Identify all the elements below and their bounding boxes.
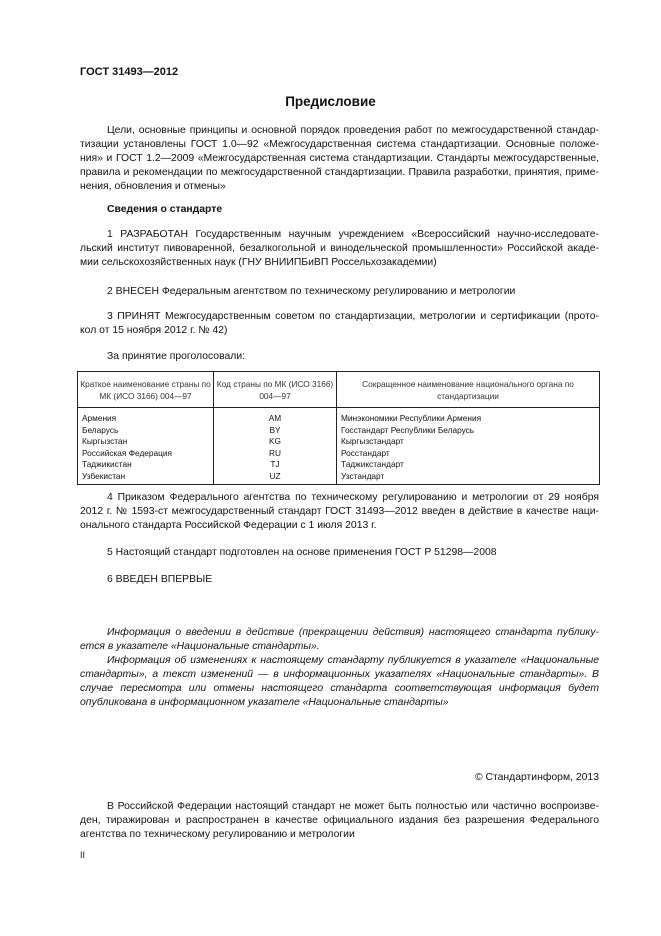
standards-body: Госстандарт Республики Беларусь (337, 425, 600, 437)
text-line: 6 ВВЕДЕН ВПЕРВЫЕ (107, 574, 213, 585)
text-line: опубликована в информационном указателе «Национальные стандарты» (80, 697, 449, 708)
country-name: Российская Федерация (78, 448, 214, 460)
item-5 (80, 546, 599, 560)
copyright: © Стандартинформ, 2013 (474, 772, 599, 783)
page-number: II (80, 850, 86, 860)
text-line: Информация о введении в действие (прекращении действия) настоящего стандарта публику- (107, 627, 599, 638)
section-heading: Сведения о стандарте (107, 204, 223, 215)
table-row (78, 459, 600, 471)
info-paragraph-1 (80, 626, 599, 654)
page-title: Предисловие (285, 94, 376, 109)
item-6 (80, 573, 599, 587)
standards-body: Росстандарт (337, 448, 600, 460)
country-name: Кыргызстан (78, 436, 214, 448)
text-line: агентства по техническому регулированию и метрологии (80, 829, 355, 840)
text-line: 2012 г. № 1593-ст межгосударственный стандарт ГОСТ 31493—2012 введен в действие в качестве наци- (80, 506, 599, 517)
country-code: RU (214, 448, 337, 460)
country-name: Таджикистан (78, 459, 214, 471)
table-row (78, 408, 600, 425)
standards-body: Минэкономики Республики Армения (337, 408, 600, 425)
country-name: Узбекистан (78, 471, 214, 485)
item-3 (80, 310, 599, 338)
text-line: За принятие проголосовали: (107, 351, 246, 362)
text-line: случае пересмотра или отмены настоящего стандарта соответствующая информация будет (80, 683, 599, 694)
text-line: 1 РАЗРАБОТАН Государственным научным учреждением «Всероссийский научно-исследовате- (107, 229, 599, 240)
standards-body: Узстандарт (337, 471, 600, 485)
voting-table (77, 371, 600, 485)
country-code: TJ (214, 459, 337, 471)
text-line: льский институт пивоваренной, безалкогольной и винодельческой промышленности» Российской акаде- (80, 243, 599, 254)
item-2 (80, 285, 599, 299)
copyright-notice (80, 800, 599, 842)
table-row (78, 448, 600, 460)
table-header: Краткое наименование страны по МК (ИСО 3166) 004—97 (78, 372, 214, 408)
text-line: ется в указателе «Национальные стандарты». (80, 641, 320, 652)
text-line: онального стандарта Российской Федерации с 1 июля 2013 г. (80, 520, 377, 531)
table-header: Сокращенное наименование национального органа по стандартизации (337, 372, 600, 408)
text-line: В Российской Федерации настоящий стандарт не может быть полностью или частично воспроизве- (107, 801, 599, 812)
document-header: ГОСТ 31493—2012 (80, 66, 179, 78)
text-line: ден, тиражирован и распространен в качестве официального издания без разрешения Федерального (80, 815, 599, 826)
table-row (78, 425, 600, 437)
table-header: Код страны по МК (ИСО 3166) 004—97 (214, 372, 337, 408)
country-name: Армения (78, 408, 214, 425)
country-code: AM (214, 408, 337, 425)
country-code: BY (214, 425, 337, 437)
text-line: нения, обновления и отмены» (80, 181, 226, 192)
item-1 (80, 228, 599, 270)
info-paragraph-2 (80, 654, 599, 710)
table-row (78, 471, 600, 485)
item-4 (80, 491, 599, 533)
voted-label (80, 350, 599, 364)
standards-body: Таджикстандарт (337, 459, 600, 471)
standards-body: Кыргызстандарт (337, 436, 600, 448)
text-line: 2 ВНЕСЕН Федеральным агентством по техническому регулированию и метрологии (107, 286, 516, 297)
country-name: Беларусь (78, 425, 214, 437)
text-line: Цели, основные принципы и основной порядок проведения работ по межгосударственной стандар- (107, 125, 599, 136)
text-line: правила и рекомендации по межгосударственной стандартизации. Правила разработки, принятия, приме- (80, 167, 599, 178)
text-line: кол от 15 ноября 2012 г. № 42) (80, 325, 228, 336)
country-code: UZ (214, 471, 337, 485)
text-line: стандарты», а текст изменений — в информационных указателях «Национальные стандарты». В (80, 669, 599, 680)
text-line: ния» и ГОСТ 1.2—2009 «Межгосударственная система стандартизации. Стандарты межгосударственные, (80, 153, 599, 164)
text-line: 4 Приказом Федерального агентства по техническому регулированию и метрологии от 29 ноября (107, 492, 599, 503)
country-code: KG (214, 436, 337, 448)
table-row (78, 436, 600, 448)
text-line: мии сельскохозяйственных наук (ГНУ ВНИИПБиВП Россельхозакадемии) (80, 257, 437, 268)
text-line: 5 Настоящий стандарт подготовлен на основе применения ГОСТ Р 51298—2008 (107, 547, 497, 558)
text-line: 3 ПРИНЯТ Межгосударственным советом по стандартизации, метрологии и сертификации (прото- (107, 311, 599, 322)
text-line: тизации установлены ГОСТ 1.0—92 «Межгосударственная система стандартизации. Основные положе- (80, 139, 599, 150)
text-line: Информация об изменениях к настоящему стандарту публикуется в указателе «Национальные (107, 655, 599, 666)
intro-paragraph (80, 124, 599, 194)
